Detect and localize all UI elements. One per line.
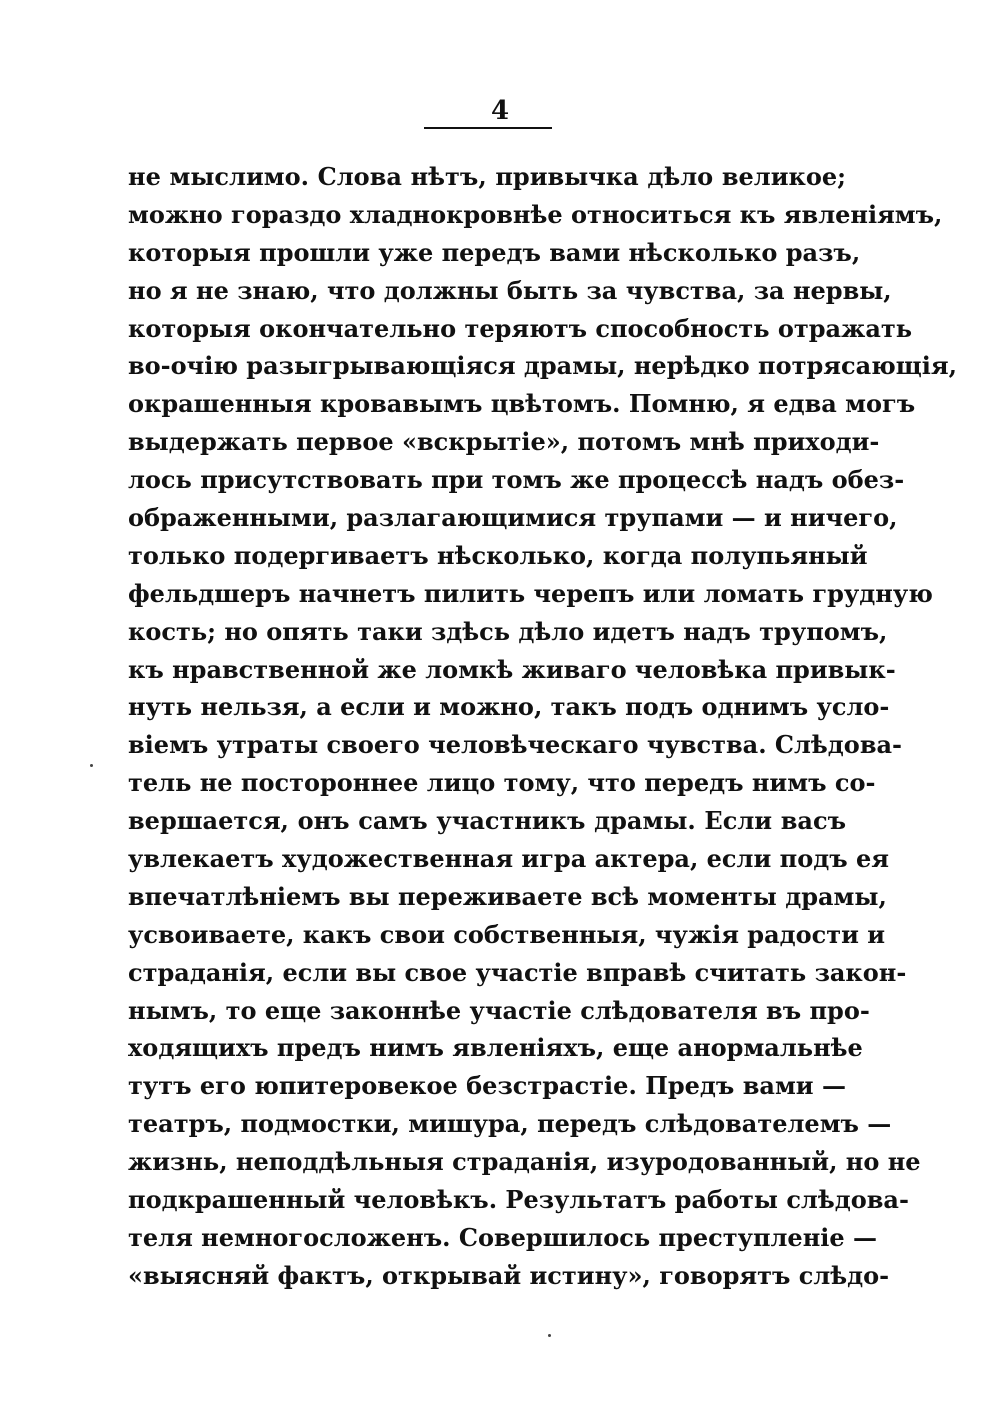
text-line: жизнь, неподдѣльныя страданія, изуродованный, но не: [128, 1147, 921, 1177]
text-line: театръ, подмостки, мишура, передъ слѣдователемъ —: [128, 1109, 892, 1139]
page-number: 4: [490, 96, 510, 126]
header-rule: [424, 127, 552, 129]
text-line: выдержать первое «вскрытіе», потомъ мнѣ приходи-: [128, 427, 880, 457]
text-line: подкрашенный человѣкъ. Результатъ работы слѣдова-: [128, 1185, 909, 1215]
text-line: можно гораздо хладнокровнѣе относиться къ явленіямъ,: [128, 199, 943, 229]
text-line: нуть нельзя, а если и можно, такъ подъ однимъ усло-: [128, 692, 890, 722]
text-line: которыя прошли уже передъ вами нѣсколько разъ,: [128, 237, 861, 267]
scan-speck: [548, 1334, 551, 1337]
text-line: только подергиваетъ нѣсколько, когда полупьяный: [128, 540, 868, 570]
text-line: вершается, онъ самъ участникъ драмы. Если васъ: [128, 806, 846, 836]
text-line: ходящихъ предъ нимъ явленіяхъ, еще анормальнѣе: [128, 1033, 863, 1063]
text-line: которыя окончательно теряютъ способность отражать: [128, 313, 913, 343]
text-line: «выясняй фактъ, открывай истину», говорятъ слѣдо-: [128, 1260, 890, 1290]
text-line: ображенными, разлагающимися трупами — и ничего,: [128, 503, 898, 533]
scan-speck: [90, 764, 93, 767]
text-line: фельдшеръ начнетъ пилить черепъ или ломать грудную: [128, 578, 933, 608]
text-line: віемъ утраты своего человѣческаго чувства. Слѣдова-: [128, 730, 902, 760]
text-line: нымъ, то еще законнѣе участіе слѣдователя въ про-: [128, 995, 870, 1025]
text-line: усвоиваете, какъ свои собственныя, чужія радости и: [128, 919, 886, 949]
text-line: во-очію разыгрывающіяся драмы, нерѣдко потрясающія,: [128, 351, 957, 381]
body-text: [128, 158, 957, 1295]
text-line: тель не постороннее лицо тому, что передъ нимъ со-: [128, 768, 876, 798]
text-line: но я не знаю, что должны быть за чувства, за нервы,: [128, 275, 892, 305]
text-line: къ нравственной же ломкѣ живаго человѣка привык-: [128, 654, 896, 684]
text-line: не мыслимо. Слова нѣтъ, привычка дѣло великое;: [128, 162, 846, 191]
text-line: окрашенныя кровавымъ цвѣтомъ. Помню, я едва могъ: [128, 389, 916, 419]
text-line: страданія, если вы свое участіе вправѣ считать закон-: [128, 957, 907, 987]
text-line: увлекаетъ художественная игра актера, если подъ ея: [128, 844, 889, 874]
text-line: тутъ его юпитеровекое безстрастіе. Предъ вами —: [128, 1071, 846, 1101]
text-line: лось присутствовать при томъ же процессѣ надъ обез-: [128, 465, 905, 495]
text-line: теля немногосложенъ. Совершилось преступленіе —: [128, 1222, 878, 1252]
text-line: кость; но опять таки здѣсь дѣло идетъ надъ трупомъ,: [128, 616, 888, 646]
text-line: впечатлѣніемъ вы переживаете всѣ моменты драмы,: [128, 881, 887, 911]
